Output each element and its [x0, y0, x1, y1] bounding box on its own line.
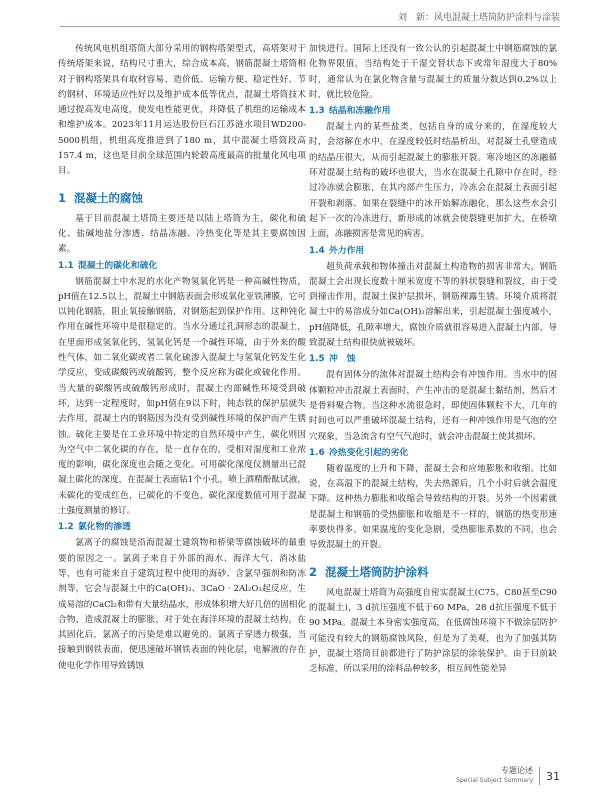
- subsection-title: 混凝土的碳化和硫化: [78, 260, 158, 271]
- page-footer: [456, 766, 560, 786]
- subsection-number: 1.2: [58, 522, 74, 533]
- subsection-number: 1.3: [309, 106, 325, 117]
- section-title: 混凝土塔筒防护涂料: [325, 564, 429, 579]
- paragraph: 超负荷承载和物体撞击对混凝土构造物的损害非常大，钢筋混凝土会出现长度数十厘米宽度不等的斜状裂缝和裂纹，由于受到撞击作用，混凝土保护层损坏，钢筋裸露生锈。环境介质将混凝土中的易溶成分如Ca(OH)₂溶解出来，引起混凝土强度减小，pH值降低，孔隙率增大，腐蚀介质就很容易进入混凝土内部，导致混凝土结构很快就被破坏。: [309, 261, 557, 349]
- subsection-number: 1.1: [58, 260, 74, 271]
- subsection-title: 结晶和冻融作用: [329, 106, 391, 117]
- paragraph: 随着温度的上升和下降，混凝土会和应地膨胀和收缩。比如说，在高温下的混凝土结构，失去热源后，几个小时后就会温度下降。这种热力膨胀和收缩会导致结构的开裂。另外一个因素就是混凝土和钢筋的受热膨胀和收缩是不一样的，钢筋的热变形速率要快得多。如果温度的变化急剧，受热膨胀系数的不同，也会导致混凝土的开裂。: [309, 463, 557, 551]
- subsection-heading: [58, 520, 306, 535]
- paragraph: 风电混凝土塔筒为高强度自密实混凝土(C75、C80甚至C90的混凝土)，3 d抗压强度不低于60 MPa，28 d抗压强度不低于90 MPa。混凝土本身密实强度高，在低腐蚀环境下不做涂层防护可能没有较大的钢筋腐蚀风险，但是为了美观，也为了加强其防护，混凝土塔筒目前都进行了防护涂层的涂装保护。由于目前缺乏标准，所以采用的涂料品种较多，相互间性能差异: [309, 587, 557, 675]
- footer-divider: [539, 767, 540, 785]
- section-number: 2: [309, 564, 318, 579]
- paragraph: 基于目前混凝土塔筒主要还是以陆上塔筒为主，碳化和硫化、盐碱地盐分渗透、结晶冻融、冷热变化等是其主要腐蚀因素。: [58, 213, 306, 255]
- running-header: 刘 新：风电混凝土塔筒防护涂料与涂装: [397, 13, 560, 23]
- subsection-title: 外力作用: [329, 245, 365, 256]
- section-heading: [309, 563, 557, 581]
- left-column: [58, 42, 306, 674]
- page-number: 31: [546, 769, 560, 783]
- subsection-number: 1.4: [309, 245, 325, 256]
- subsection-heading: [309, 244, 557, 259]
- paragraph: 钢筋混凝土中水泥的水化产物氢氧化钙是一种高碱性物质，pH值在12.5以上，混凝土中钢筋表面会形成氧化亚铁薄膜，它可以钝化钢筋，阻止氧接触钢筋，对钢筋起到保护作用。这种钝化作用在碱性环境中是很稳定的。当水分通过孔洞形态的混凝土，在里面形成氢氧化钙，氢氧化钙是一个碱性环境，由于外来的酸性气体，如二氧化碳或者二氧化硫渗入混凝土与氢氧化钙发生化学反应，变成碳酸钙或硫酸钙，整个反应称为碳化或硫化作用。当大量的碳酸钙或硫酸钙形成时，混凝土内部碱性环境受到破坏，达到一定程度时，如pH值在9以下时，钝态铁的保护层就失去作用，混凝土内的钢筋因为没有受到碱性环境的保护而产生锈蚀。硫化主要是在工业环境中特定的自然环境中产生，碳化则因为空气中二氧化碳的存在，是一直存在的，受相对湿度和工业浓度的影响，碳化深度也会随之变化。可用碳化深度仪测量出已混凝土碳化的深度，在混凝土表面钻1个小孔，喷上酒精酚酞试液，未碳化的变成红色，已碳化的不变色，碳化深度数值可用于混凝土强度测量的修订。: [58, 276, 306, 517]
- subsection-heading: [309, 104, 557, 119]
- subsection-title: 氯化物的渗透: [78, 522, 131, 533]
- paragraph: 混凝土内的某些盐类，包括自身的成分来的，在湿度较大时，会溶解在水中，在湿度较低时结晶析出，对混凝土孔壁造成的结晶压很大，从而引起混凝土的膨胀开裂。寒冷地区的冻融循环对混凝土结构的破坏也很大，当水在混凝土孔隙中存在时，经过冷冻就会膨胀，在其内部产生压力，冷冻会在混凝土表面引起开裂和剥落。如果在裂缝中的冰开始解冻融化，那么这些水会引起下一次的冷冻进行，新形成的冰就会使裂缝更加扩大，在桥墩上面，冻融损害是常见的病害。: [309, 122, 557, 240]
- journal-column-label: [456, 766, 533, 786]
- paragraph: 加快进行。国际上还没有一致公认的引起混凝土中钢筋腐蚀的氯化物界限值，当结构处于干湿交替状态下或常年湿度大于80%时，通常认为在氯化物含量与混凝土的质量分数达到0.2%以上时，就比较危险。: [309, 44, 557, 100]
- subsection-number: 1.5: [309, 354, 325, 365]
- subsection-title: 冷热变化引起的劣化: [329, 447, 409, 458]
- right-column: [309, 42, 557, 677]
- column-name-zh: 专题论述: [501, 766, 533, 775]
- paragraph: 混有固体分的流体对混凝土结构会有冲蚀作用。当水中的固体颗粒冲击混凝土表面时，产生冲击的是混凝土黏结剂，然后才是骨料聚合物。当这种水流很急时，即使固体颗粒不大，几年的时间也可以严重破坏混凝土结构，还有一种冲蚀作用是气泡的空穴现象，当急流含有空气气泡时，就会冲击混凝土使其损坏。: [309, 370, 557, 442]
- subsection-heading: [309, 352, 557, 367]
- paragraph: 氯离子的腐蚀是沿海混凝土建筑物和桥梁等腐蚀破坏的最重要的原因之一。氯离子来自于外部的海水、海洋大气、消冰盐等，也有可能来自于建筑过程中使用的海砂、含氯早强剂和防冻剂等，它会与混凝土中的Ca(OH)₂、3CaO · 2Al₂O₃起反应，生成易溶的CaCl₂和带有大量结晶水，形成体积增大好几倍的固相化合物，造成混凝土的膨胀，对于处在海洋环境的混凝土结构，在其固化后，氯离子的污染是难以避免的。氯离子穿透力极强，当接触到钢铁表面，便迅速破坏钢铁表面的钝化层，电解液的存在使电化学作用导致锈蚀: [58, 538, 306, 671]
- subsection-heading: [58, 259, 306, 274]
- section-title: 混凝土的腐蚀: [74, 190, 143, 205]
- section-number: 1: [58, 190, 67, 205]
- subsection-number: 1.6: [309, 447, 325, 458]
- subsection-title: 冲 蚀: [329, 354, 356, 365]
- subsection-heading: [309, 446, 557, 461]
- header-rule: [60, 26, 560, 27]
- section-heading: [58, 189, 306, 207]
- column-name-en: Special Subject Summary: [456, 777, 533, 784]
- paragraph: 传统风电机组塔筒大部分采用的钢构塔架型式，高塔架对于传统塔架来说，结构尺寸重大，综合成本高，钢筋混凝土塔筒相对于钢构塔架具有取材容易、造价低、运输方便、稳定性好、节约钢材、环境适应性好以及维护成本低等优点，混凝土塔筒技术通过提高发电高度，使发电性能更优，并降低了机组的运输成本和维护成本。2023年11月运达股份巨石江苏涟水项目WD200-5000机组，机组高度推进到了180 m，其中混凝土塔筒段高157.4 m，这也是目前全球范围内轮毂高度最高的批量化风电项目。: [58, 44, 306, 177]
